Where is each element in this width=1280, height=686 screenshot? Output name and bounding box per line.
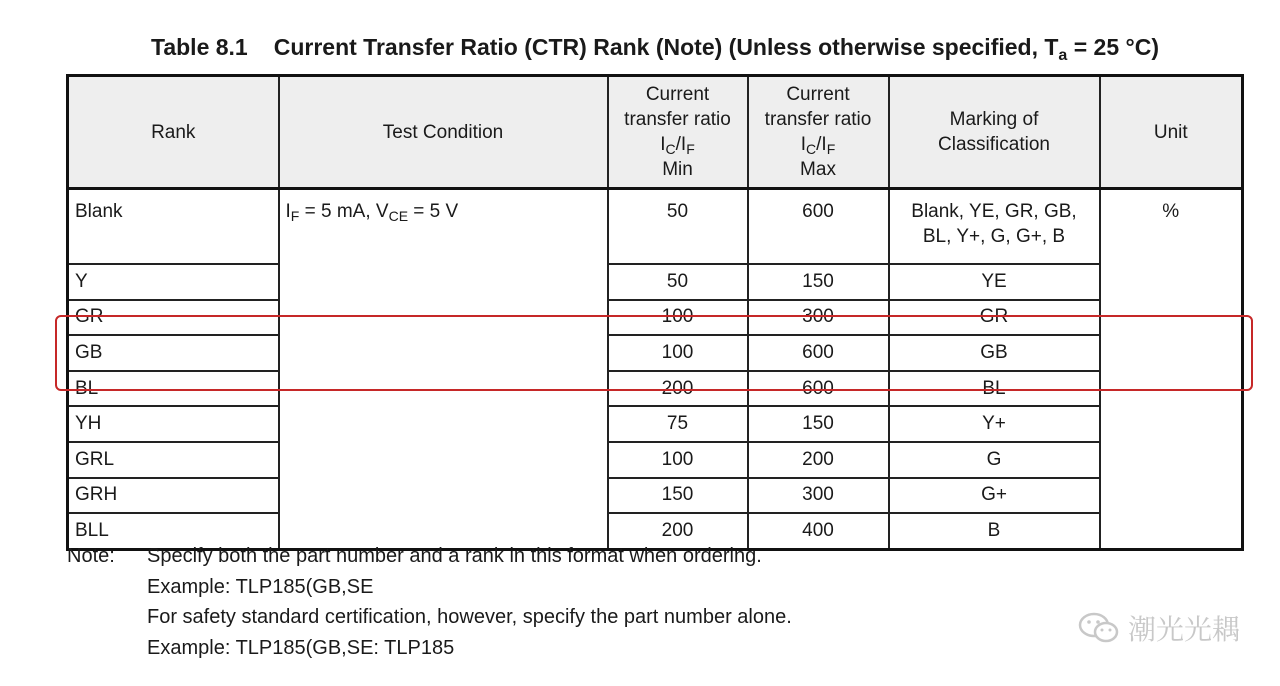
note-line: Specify both the part number and a rank in this format when ordering. <box>147 545 762 567</box>
table-row <box>68 478 1243 514</box>
table-row <box>68 442 1243 478</box>
note-line: For safety standard certification, however, specify the part number alone. <box>147 606 792 628</box>
min-cell: 100 <box>608 442 748 478</box>
note-line: Example: TLP185(GB,SE <box>147 575 374 598</box>
watermark <box>1078 608 1240 648</box>
max-cell: 150 <box>748 264 889 300</box>
min-cell: 50 <box>608 264 748 300</box>
header-test-condition: Test Condition <box>279 76 608 189</box>
min-cell: 200 <box>608 513 748 549</box>
marking-cell: Y+ <box>889 406 1100 442</box>
rank-cell: YH <box>68 406 279 442</box>
max-cell: 200 <box>748 442 889 478</box>
min-cell: 50 <box>608 189 748 265</box>
min-cell: 200 <box>608 371 748 407</box>
max-cell: 600 <box>748 371 889 407</box>
max-cell: 600 <box>748 335 889 371</box>
table-title-sub: a <box>1058 47 1068 64</box>
table-number: Table 8.1 <box>151 34 248 60</box>
marking-cell: GR <box>889 300 1100 336</box>
watermark-text: 潮光光耦 <box>1127 613 1240 646</box>
note-label: Note: <box>67 545 115 567</box>
max-cell: 300 <box>748 300 889 336</box>
table-title-suffix: = 25 °C) <box>1067 34 1159 60</box>
marking-cell: G <box>889 442 1100 478</box>
rank-cell: GRL <box>68 442 279 478</box>
header-unit: Unit <box>1100 76 1243 189</box>
marking-cell: BL <box>889 371 1100 407</box>
marking-cell: GB <box>889 335 1100 371</box>
max-cell: 400 <box>748 513 889 549</box>
rank-cell: Blank <box>68 189 279 265</box>
test-condition-cell: $I_F = 5$ mA, $V_{CE} = 5$ V <box>279 189 608 550</box>
table-row <box>68 264 1243 300</box>
header-rank: Rank <box>68 76 279 189</box>
min-cell: 150 <box>608 478 748 514</box>
table-title-main: Current Transfer Ratio (CTR) Rank (Note) (Unless otherwise specified, T <box>273 34 1059 60</box>
max-cell: 150 <box>748 406 889 442</box>
max-cell: 300 <box>748 478 889 514</box>
header-row <box>68 76 1243 189</box>
marking-cell: G+ <box>889 478 1100 514</box>
rank-cell: Y <box>68 264 279 300</box>
table-title <box>0 34 1280 64</box>
min-cell: 100 <box>608 335 748 371</box>
note-line: Example: TLP185(GB,SE: TLP185 <box>147 636 455 659</box>
min-cell: 75 <box>608 406 748 442</box>
rank-cell: GR <box>68 300 279 336</box>
rank-cell: BLL <box>68 513 279 549</box>
notes <box>67 541 792 663</box>
rank-cell: GRH <box>68 478 279 514</box>
wechat-icon <box>1078 611 1120 645</box>
min-cell: 100 <box>608 300 748 336</box>
gb-bl-highlight-box <box>55 315 1253 391</box>
marking-cell: YE <box>889 264 1100 300</box>
ctr-rank-table <box>66 74 1244 551</box>
table-row <box>68 189 1243 265</box>
rank-cell: GB <box>68 335 279 371</box>
marking-cell: Blank, YE, GR, GB, BL, Y+, G, G+, B <box>889 189 1100 265</box>
table-row <box>68 406 1243 442</box>
marking-cell: B <box>889 513 1100 549</box>
max-cell: 600 <box>748 189 889 265</box>
header-ctr-min: Current transfer ratio $I_C/I_F$ Min <box>608 76 748 189</box>
rank-cell: BL <box>68 371 279 407</box>
header-ctr-max: Current transfer ratio $I_C/I_F$ Max <box>748 76 889 189</box>
unit-cell: % <box>1100 189 1243 550</box>
header-marking: Marking of Classification <box>889 76 1100 189</box>
